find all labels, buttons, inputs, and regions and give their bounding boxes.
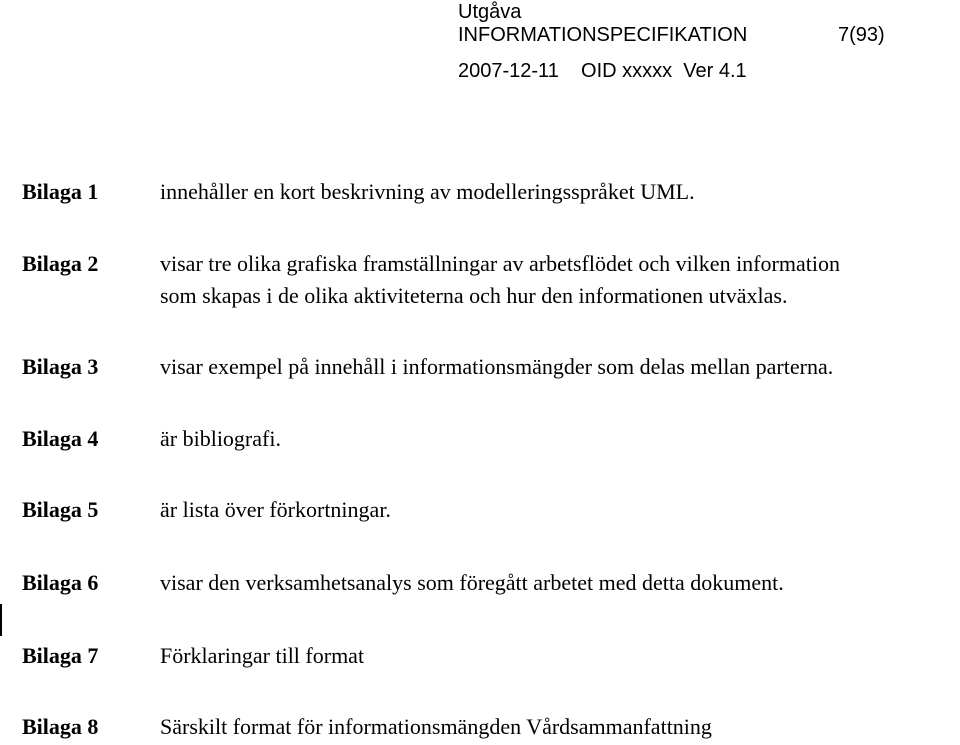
appendix-description: Särskilt format för informationsmängden Vårdsammanfattning: [160, 714, 712, 739]
appendix-description: Förklaringar till format: [160, 643, 365, 668]
appendix-label: Bilaga 7: [22, 643, 99, 668]
appendix-description: är bibliografi.: [160, 426, 281, 451]
appendix-description: innehåller en kort beskrivning av modelleringsspråket UML.: [160, 179, 695, 204]
appendix-label: Bilaga 3: [22, 354, 99, 379]
appendix-label: Bilaga 2: [22, 251, 99, 276]
appendix-description: är lista över förkortningar.: [160, 497, 391, 522]
appendix-description: visar exempel på innehåll i informationsmängder som delas mellan parterna.: [160, 354, 834, 379]
document-metadata: 2007-12-11 OID xxxxx Ver 4.1: [458, 60, 747, 82]
edition-label: Utgåva: [458, 1, 522, 23]
appendix-description-continued: som skapas i de olika aktiviteterna och hur den informationen utväxlas.: [160, 283, 788, 308]
page-number: 7(93): [838, 24, 885, 46]
appendix-label: Bilaga 4: [22, 426, 99, 451]
appendix-label: Bilaga 6: [22, 570, 99, 595]
appendix-description: visar den verksamhetsanalys som föregått arbetet med detta dokument.: [160, 570, 784, 595]
appendix-label: Bilaga 5: [22, 497, 99, 522]
revision-change-bar: [0, 604, 2, 636]
appendix-label: Bilaga 1: [22, 179, 99, 204]
appendix-label: Bilaga 8: [22, 714, 99, 739]
appendix-description: visar tre olika grafiska framställningar av arbetsflödet och vilken information: [160, 251, 840, 276]
document-title: INFORMATIONSPECIFIKATION: [458, 24, 748, 46]
